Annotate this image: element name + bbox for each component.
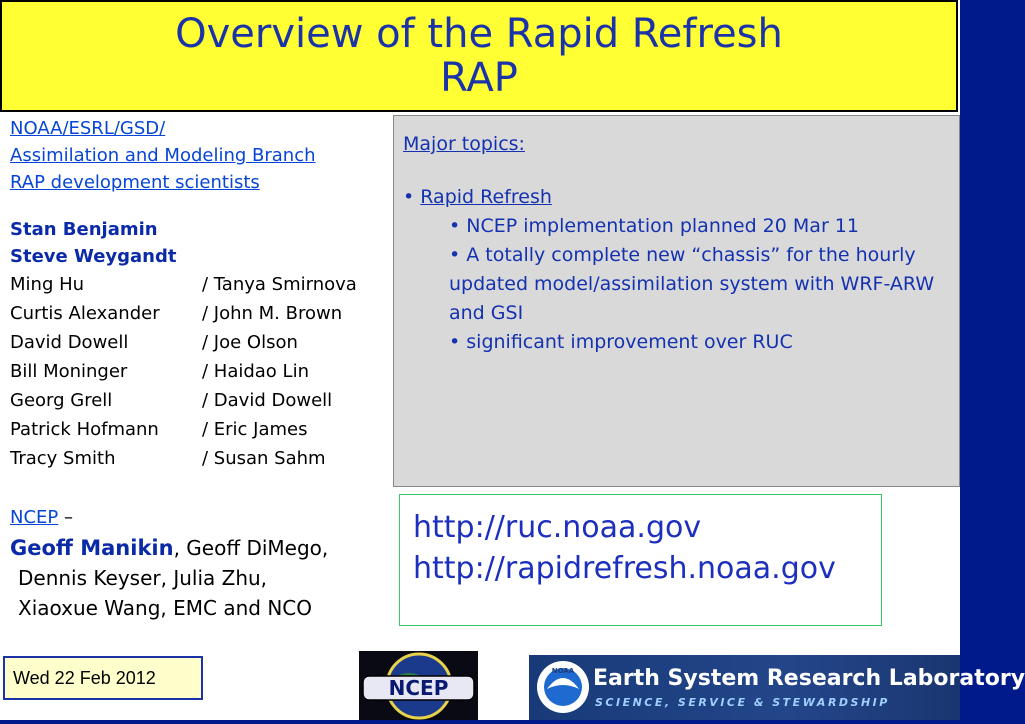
esrl-banner — [529, 655, 1025, 720]
esrl-title: Earth System Research Laboratory — [593, 666, 1025, 691]
ncep-logo — [359, 651, 478, 720]
ncep-names-1: , Geoff DiMego, — [173, 536, 329, 560]
lead-scientist-2: Steve Weygandt — [10, 246, 177, 267]
ncep-contributors — [10, 533, 395, 563]
scientist-row — [10, 299, 395, 328]
subtopic-item — [449, 241, 949, 328]
ncep-line — [10, 503, 395, 533]
major-topics-box — [393, 115, 960, 487]
title-bar — [0, 0, 958, 112]
scientist-name: Curtis Alexander — [10, 303, 160, 324]
scientist-name: Patrick Hofmann — [10, 419, 159, 440]
esrl-tagline: SCIENCE, SERVICE & STEWARDSHIP — [595, 696, 890, 709]
ncep-names-3: Xiaoxue Wang, EMC and NCO — [18, 596, 313, 620]
ruc-url-link[interactable]: http://ruc.noaa.gov — [413, 510, 702, 545]
rapid-refresh-link[interactable]: Rapid Refresh — [420, 186, 552, 208]
scientist-name: Bill Moninger — [10, 361, 128, 382]
rap-scientists-link[interactable]: RAP development scientists — [10, 172, 260, 193]
scientist-name: Ming Hu — [10, 274, 85, 295]
subtopic-text: significant improvement over RUC — [466, 331, 793, 353]
scientist-name: David Dowell — [10, 332, 129, 353]
scientist-name: Georg Grell — [10, 390, 113, 411]
ncep-names-row — [10, 593, 395, 623]
bullet-icon: • — [449, 244, 461, 266]
page-title: Overview of the Rapid Refresh — [175, 11, 783, 57]
scientist-row — [10, 444, 395, 473]
noaa-logo-text: NOAA — [551, 667, 575, 675]
ncep-names-2: Dennis Keyser, Julia Zhu, — [18, 566, 268, 590]
ncep-link[interactable]: NCEP — [10, 507, 59, 528]
scientist-row — [10, 328, 395, 357]
subtopic-text: NCEP implementation planned 20 Mar 11 — [466, 215, 859, 237]
scientist-row — [10, 270, 395, 299]
scientist-name: Tracy Smith — [10, 448, 116, 469]
subtopic-text: A totally complete new “chassis” for the hourly updated model/assimilation system with WRF-ARW and GSI — [449, 244, 935, 324]
subtopic-item — [449, 212, 949, 241]
subtopic-item — [449, 328, 949, 357]
scientist-row — [10, 415, 395, 444]
assimilation-branch-link[interactable]: Assimilation and Modeling Branch — [10, 145, 316, 166]
ncep-logo-graphic — [359, 651, 478, 720]
noaa-esrl-gsd-link[interactable]: NOAA/ESRL/GSD/ — [10, 118, 166, 139]
rapidrefresh-url-link[interactable]: http://rapidrefresh.noaa.gov — [413, 551, 836, 586]
topics-heading: Major topics: — [403, 133, 525, 155]
ncep-logo-text: NCEP — [388, 676, 449, 700]
urls-box — [399, 494, 882, 626]
date-label: Wed 22 Feb 2012 — [3, 656, 203, 700]
scientist-name: / Susan Sahm — [202, 448, 326, 469]
ncep-dash: – — [58, 507, 73, 528]
scientist-row — [10, 357, 395, 386]
scientist-name: / John M. Brown — [202, 303, 343, 324]
scientist-name: / Eric James — [202, 419, 308, 440]
scientists-panel — [10, 115, 395, 623]
ncep-names-row — [10, 563, 395, 593]
scientist-row — [10, 386, 395, 415]
spacer — [10, 473, 395, 503]
noaa-logo-icon — [535, 659, 591, 715]
scientist-name: / David Dowell — [202, 390, 333, 411]
page-subtitle: RAP — [440, 55, 518, 101]
spacer — [10, 196, 395, 216]
scientist-name: / Tanya Smirnova — [202, 274, 357, 295]
lead-scientist-1: Stan Benjamin — [10, 219, 158, 240]
bullet-icon: • — [403, 186, 415, 208]
scientist-name: / Haidao Lin — [202, 361, 309, 382]
bullet-icon: • — [449, 331, 461, 353]
bullet-icon: • — [449, 215, 461, 237]
topic-item — [403, 183, 949, 212]
ncep-lead: Geoff Manikin — [10, 536, 174, 560]
scientist-name: / Joe Olson — [202, 332, 298, 353]
